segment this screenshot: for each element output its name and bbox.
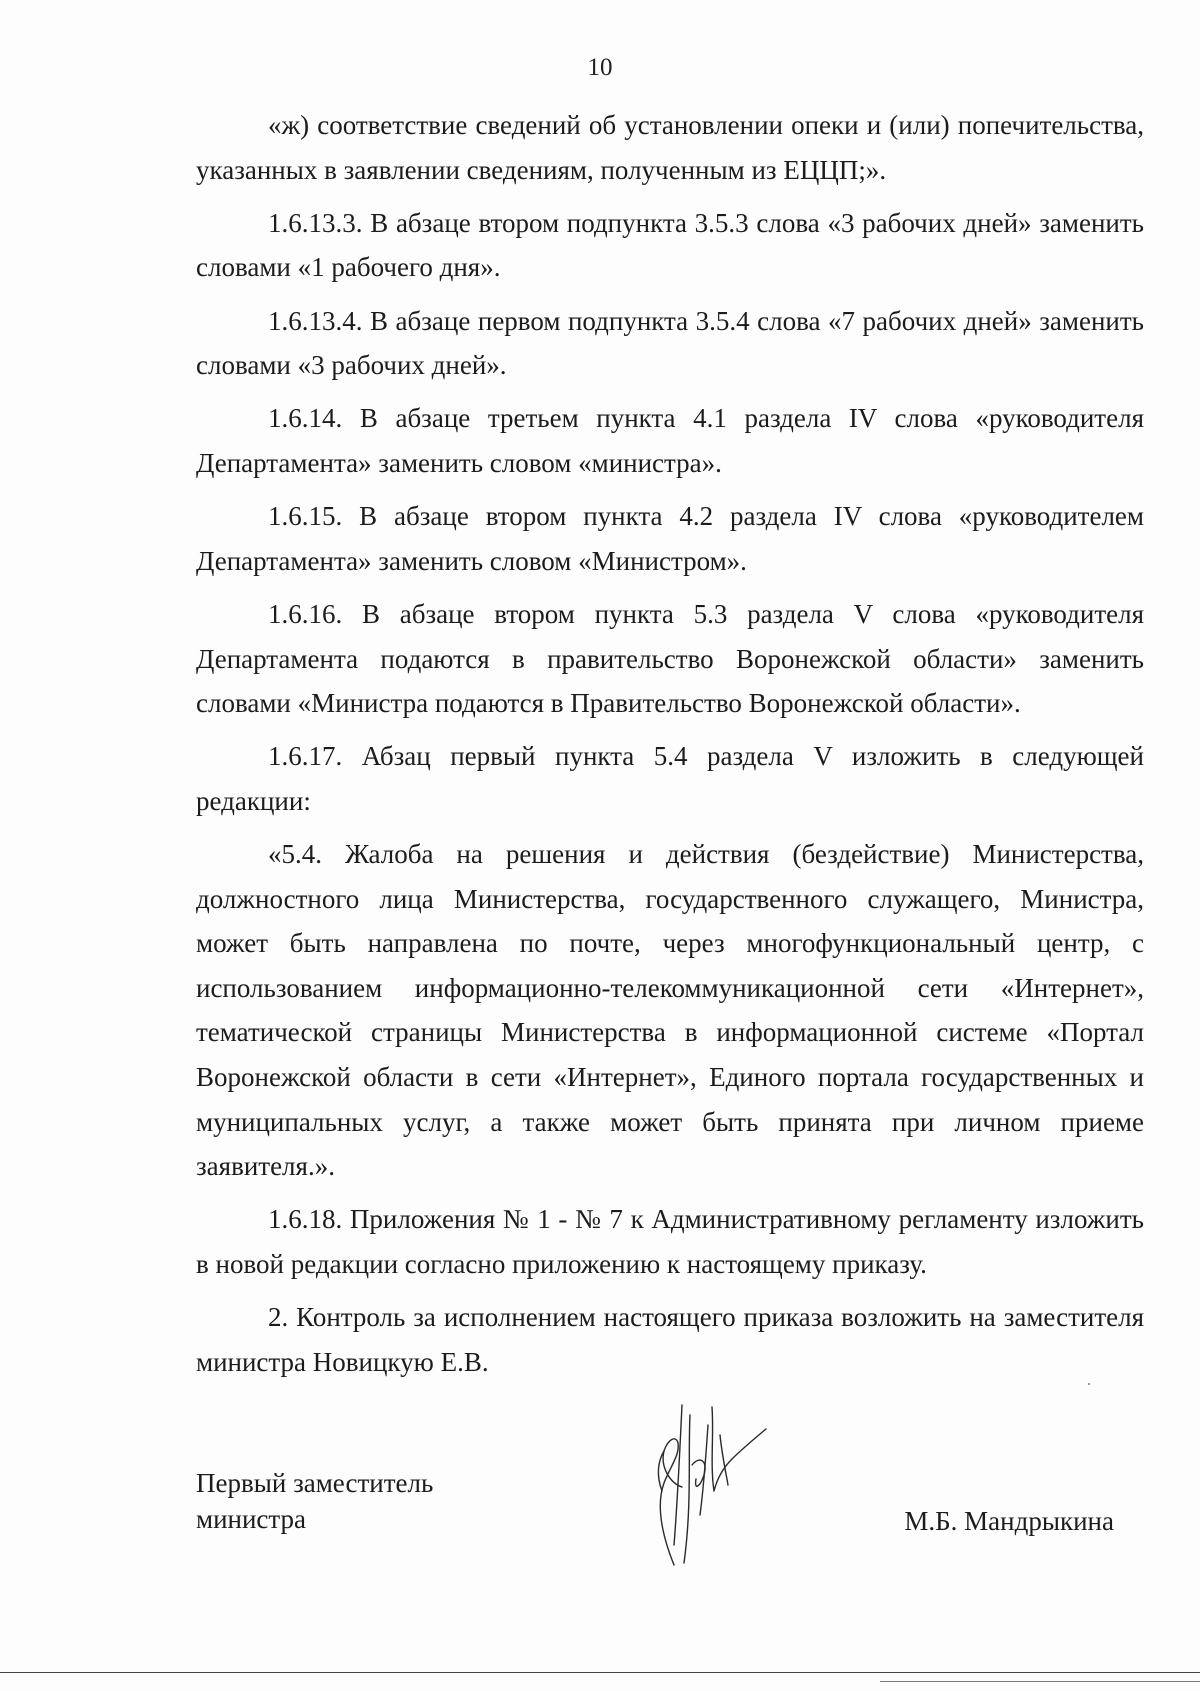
document-body bbox=[196, 103, 1144, 1393]
paragraph-1-6-17: 1.6.17. Абзац первый пункта 5.4 раздела V изложить в следующей редакции: bbox=[196, 741, 1144, 816]
paragraph-2-control: 2. Контроль за исполнением настоящего приказа возложить на заместителя министра Новицкую Е.В. bbox=[196, 1302, 1144, 1377]
scan-speck bbox=[1088, 1383, 1090, 1385]
signer-title-line2: министра bbox=[196, 1504, 307, 1534]
paragraph-1-6-16: 1.6.16. В абзаце втором пункта 5.3 раздела V слова «руководителя Департамента подаются в правительство Воронежской области» заменить словами «Министра подаются в Правительство Воронежской области». bbox=[196, 598, 1144, 719]
signer-title-line1: Первый заместитель bbox=[196, 1468, 434, 1498]
paragraph-1-6-18: 1.6.18. Приложения № 1 - № 7 к Административному регламенту изложить в новой редакции согласно приложению к настоящему приказу. bbox=[196, 1204, 1144, 1279]
page-number: 10 bbox=[587, 54, 613, 81]
signature-block bbox=[196, 1465, 1144, 1615]
scan-edge-line bbox=[0, 1672, 1200, 1673]
paragraph-1-6-14: 1.6.14. В абзаце третьем пункта 4.1 раздела IV слова «руководителя Департамента» заменить словом «министра». bbox=[196, 403, 1144, 478]
paragraph-5-4-quote: «5.4. Жалоба на решения и действия (бездействие) Министерства, должностного лица Министерства, государственного служащего, Министра, может быть направлена по почте, через многофункциональный центр, с использованием информационно-телекоммуникационной сети «Интернет», тематической страницы Министерства в информационной системе «Портал Воронежской области в сети «Интернет», Единого портала государственных и муниципальных услуг, а также может быть принята при личном приеме заявителя.». bbox=[196, 839, 1144, 1182]
paragraph-1-6-15: 1.6.15. В абзаце втором пункта 4.2 раздела IV слова «руководителем Департамента» заменить словом «Министром». bbox=[196, 501, 1144, 576]
paragraph-1-6-13-3: 1.6.13.3. В абзаце втором подпункта 3.5.3 слова «3 рабочих дней» заменить словами «1 рабочего дня». bbox=[196, 207, 1144, 283]
signer-title bbox=[196, 1465, 433, 1537]
handwritten-signature bbox=[634, 1395, 784, 1575]
scan-edge-line-secondary bbox=[880, 1681, 1200, 1682]
signer-name: М.Б. Мандрыкина bbox=[904, 1506, 1114, 1536]
paragraph-item-zh: «ж) соответствие сведений об установлении опеки и (или) попечительства, указанных в заявлении сведениям, полученным из ЕЦЦП;». bbox=[196, 110, 1144, 185]
paragraph-1-6-13-4: 1.6.13.4. В абзаце первом подпункта 3.5.4 слова «7 рабочих дней» заменить словами «3 рабочих дней». bbox=[196, 305, 1144, 381]
